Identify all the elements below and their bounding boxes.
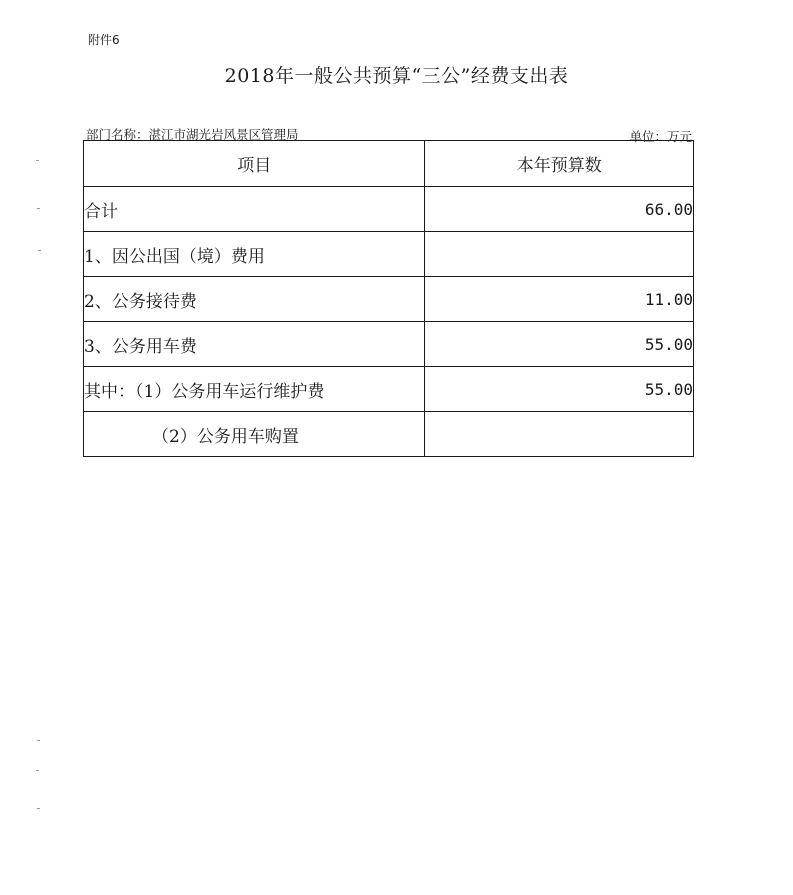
table-row [84,232,694,277]
table-header-row [84,141,694,187]
table-row [84,367,694,412]
scan-speck [37,208,40,209]
row-amount: 11.00 [425,277,694,322]
row-item: 其中：（1）公务用车运行维护费 [84,367,425,412]
scan-speck [36,160,39,161]
table-row [84,322,694,367]
row-amount [425,232,694,277]
scan-speck [37,740,40,741]
scan-speck [37,808,40,809]
scan-speck [36,770,39,771]
row-amount: 66.00 [425,187,694,232]
department-name: 部门名称：湛江市湖光岩风景区管理局 [86,127,299,142]
row-item: 3、公务用车费 [84,322,425,367]
scan-speck [38,250,41,251]
attachment-label: 附件6 [88,33,120,47]
budget-table [83,140,694,457]
row-amount [425,412,694,457]
table-row [84,277,694,322]
unit-label: 单位：万元 [629,129,692,144]
page-title: 2018年一般公共预算“三公”经费支出表 [224,65,569,87]
row-item: （2）公务用车购置 [84,412,425,457]
row-item: 1、因公出国（境）费用 [84,232,425,277]
header-item: 项目 [84,141,425,187]
row-amount: 55.00 [425,322,694,367]
table-row [84,187,694,232]
header-budget: 本年预算数 [425,141,694,187]
row-item: 合计 [84,187,425,232]
row-amount: 55.00 [425,367,694,412]
table-row [84,412,694,457]
row-item: 2、公务接待费 [84,277,425,322]
